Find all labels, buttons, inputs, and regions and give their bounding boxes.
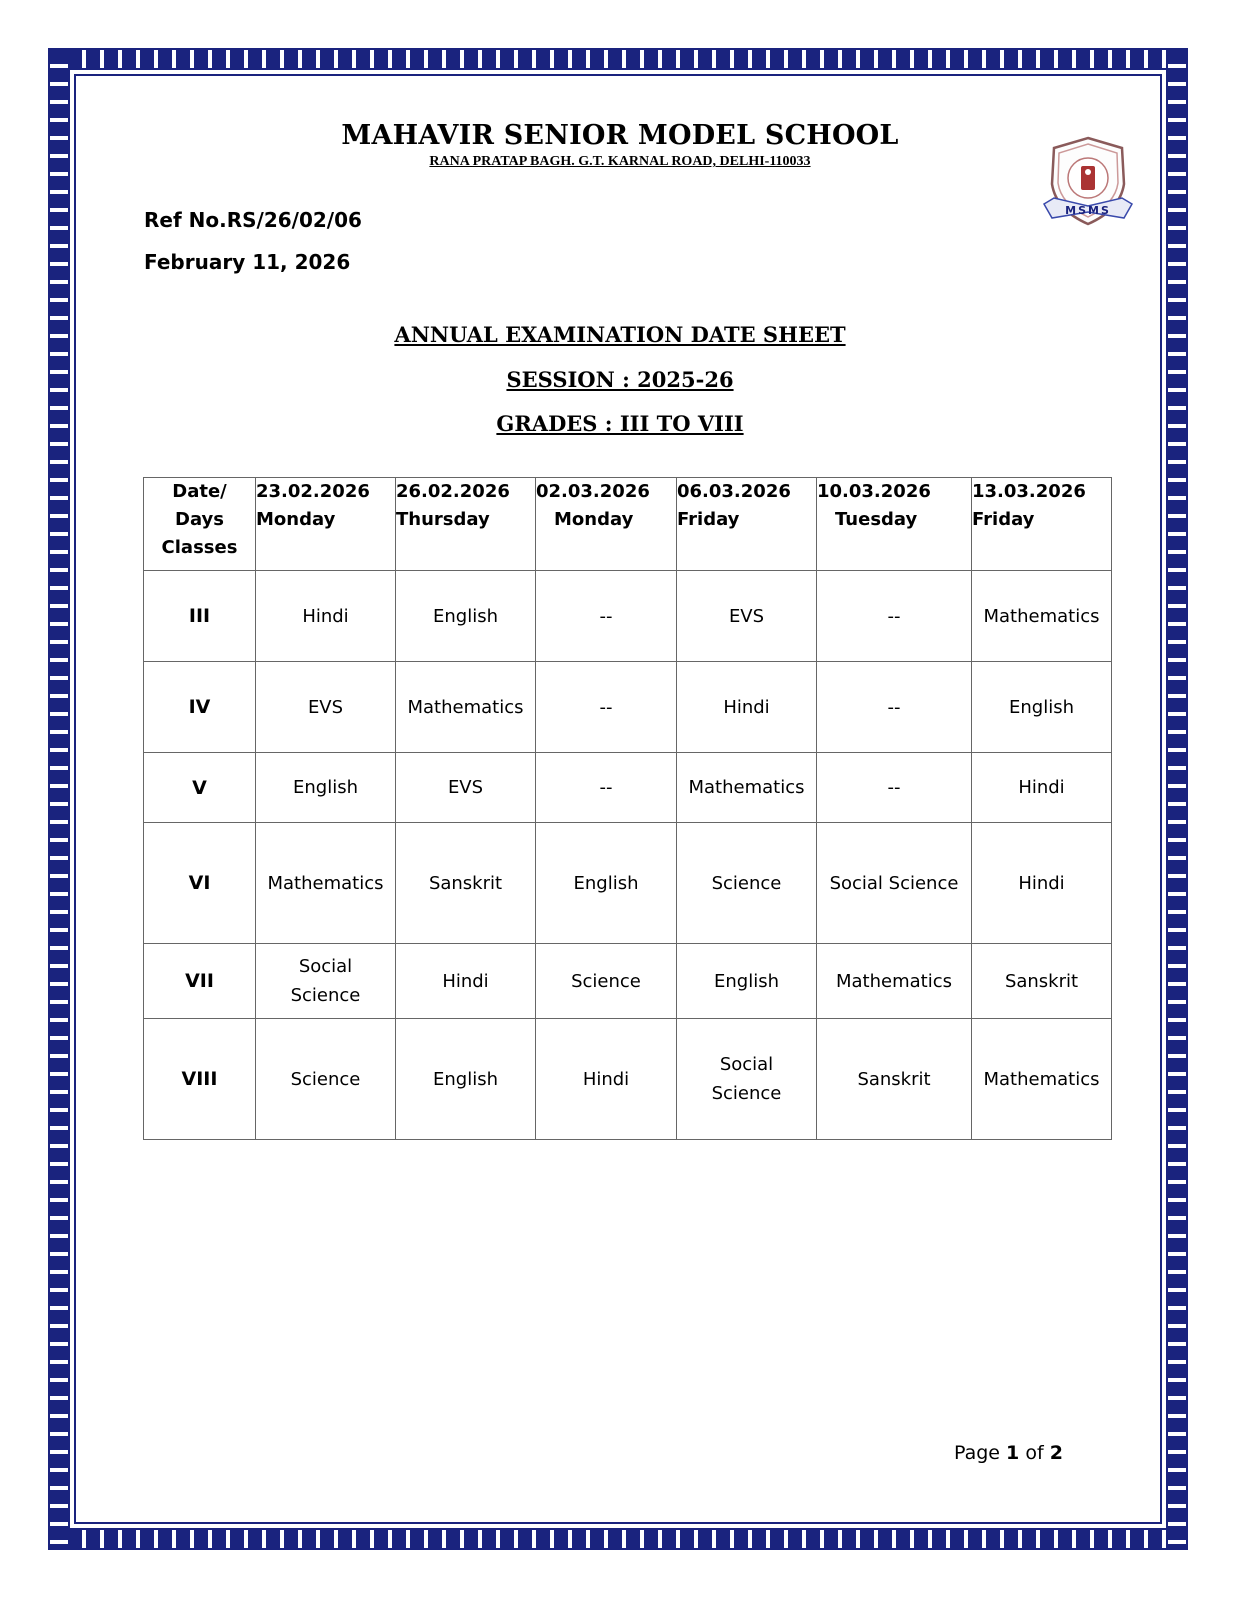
subject-cell: EVS (677, 571, 817, 662)
subject-cell: English (677, 944, 817, 1019)
column-day: Monday (256, 509, 336, 530)
logo-lettering: MSMS (1065, 204, 1111, 217)
class-label: VI (144, 823, 256, 944)
subject-cell: EVS (396, 753, 536, 823)
page-border-right (1166, 48, 1188, 1550)
document-title: ANNUAL EXAMINATION DATE SHEET (394, 322, 846, 347)
page-border-top (48, 48, 1188, 70)
subject-cell: Science (677, 823, 817, 944)
subject-cell: Science (536, 944, 677, 1019)
letter-date: February 11, 2026 (144, 250, 351, 274)
column-header (396, 478, 536, 571)
table-row (144, 662, 1112, 753)
column-day: Tuesday (835, 509, 918, 530)
subject-cell: -- (817, 662, 972, 753)
page-total: 2 (1049, 1442, 1063, 1464)
school-crest-logo (1040, 132, 1136, 232)
subject-cell: Hindi (972, 753, 1112, 823)
column-day: Thursday (396, 509, 490, 530)
class-label: IV (144, 662, 256, 753)
subject-cell: Hindi (256, 571, 396, 662)
subject-cell: Social Science (817, 823, 972, 944)
table-row (144, 753, 1112, 823)
subject-cell: -- (817, 571, 972, 662)
page-number (954, 1442, 1063, 1464)
column-date: 06.03.2026 (677, 481, 791, 502)
table-header-row (144, 478, 1112, 571)
column-date: 26.02.2026 (396, 481, 510, 502)
subject-cell: -- (536, 753, 677, 823)
corner-label-date: Date/ (172, 481, 227, 502)
subject-cell: English (396, 1019, 536, 1140)
subject-cell: English (536, 823, 677, 944)
column-date: 23.02.2026 (256, 481, 370, 502)
column-day: Friday (972, 509, 1035, 530)
subject-cell: Mathematics (396, 662, 536, 753)
table-row (144, 571, 1112, 662)
subject-cell: Mathematics (817, 944, 972, 1019)
class-label: VIII (144, 1019, 256, 1140)
subject-cell: Sanskrit (972, 944, 1112, 1019)
page-of: of (1025, 1442, 1044, 1464)
subject-cell: Sanskrit (817, 1019, 972, 1140)
corner-label-classes: Classes (161, 537, 238, 558)
subject-cell: Hindi (396, 944, 536, 1019)
subject-cell: Mathematics (972, 1019, 1112, 1140)
column-date: 02.03.2026 (536, 481, 650, 502)
column-date: 13.03.2026 (972, 481, 1086, 502)
class-label: V (144, 753, 256, 823)
subject-cell: EVS (256, 662, 396, 753)
column-day: Friday (677, 509, 740, 530)
class-label: III (144, 571, 256, 662)
page-border-left (48, 48, 70, 1550)
column-header (256, 478, 396, 571)
session-heading: SESSION : 2025-26 (506, 367, 734, 392)
subject-cell: English (972, 662, 1112, 753)
school-name: MAHAVIR SENIOR MODEL SCHOOL (341, 120, 899, 151)
school-address: RANA PRATAP BAGH. G.T. KARNAL ROAD, DELHI-110033 (429, 154, 811, 169)
table-row (144, 1019, 1112, 1140)
subject-cell: Mathematics (677, 753, 817, 823)
reference-number: Ref No.RS/26/02/06 (144, 208, 362, 232)
subject-cell: Hindi (677, 662, 817, 753)
corner-label-days: Days (175, 509, 224, 530)
page-current: 1 (1006, 1442, 1020, 1464)
subject-cell: Science (256, 1019, 396, 1140)
table-row (144, 944, 1112, 1019)
date-sheet-table (143, 477, 1112, 1140)
subject-cell: Hindi (536, 1019, 677, 1140)
subject-cell: English (396, 571, 536, 662)
subject-cell: -- (536, 571, 677, 662)
subject-cell: Sanskrit (396, 823, 536, 944)
subject-cell: -- (536, 662, 677, 753)
grades-heading: GRADES : III TO VIII (496, 411, 744, 436)
column-header (536, 478, 677, 571)
subject-cell: Mathematics (972, 571, 1112, 662)
subject-cell: -- (817, 753, 972, 823)
subject-cell: Mathematics (256, 823, 396, 944)
column-day: Monday (554, 509, 634, 530)
page-border-bottom (48, 1528, 1188, 1550)
subject-cell: Hindi (972, 823, 1112, 944)
class-label: VII (144, 944, 256, 1019)
corner-header-cell (144, 478, 256, 571)
subject-cell: Social Science (256, 944, 396, 1019)
subject-cell: English (256, 753, 396, 823)
column-header (677, 478, 817, 571)
column-header (972, 478, 1112, 571)
subject-cell: Social Science (677, 1019, 817, 1140)
column-header (817, 478, 972, 571)
page-prefix: Page (954, 1442, 1000, 1464)
column-date: 10.03.2026 (817, 481, 931, 502)
table-row (144, 823, 1112, 944)
